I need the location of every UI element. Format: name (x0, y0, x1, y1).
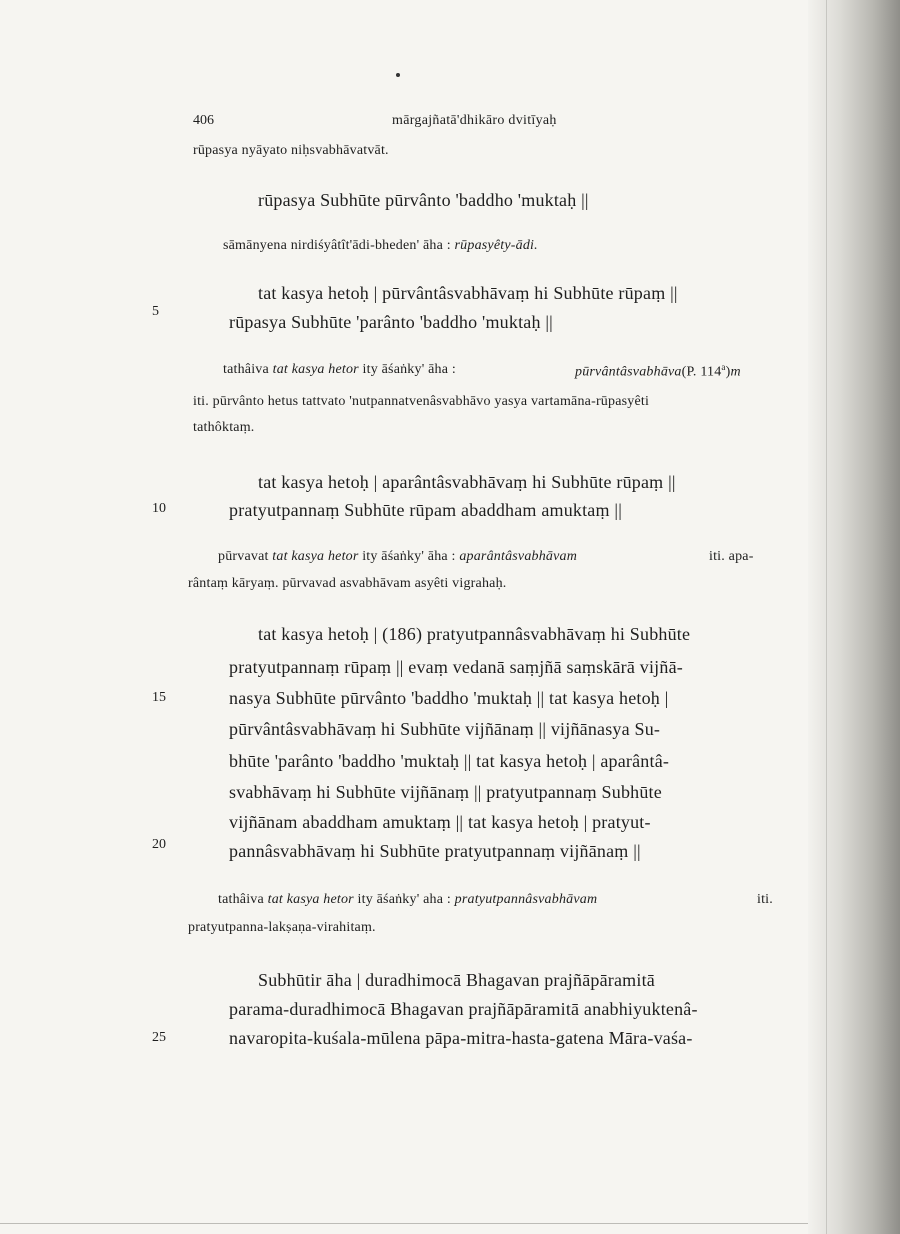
lemma: tat kasya hetor (272, 362, 359, 377)
commentary-line: rântaṃ kāryaṃ. pūrvavad asvabhāvam asyêti vigrahaḥ. (188, 576, 507, 591)
verse-line: vijñānam abaddham amuktaṃ || tat kasya hetoḥ | pratyut- (229, 812, 651, 832)
verse-line: nasya Subhūte pūrvânto 'baddho 'muktaḥ || tat kasya hetoḥ | (229, 688, 669, 708)
verse-line: Subhūtir āha | duradhimocā Bhagavan prajñāpāramitā (258, 970, 655, 990)
commentary-line: iti. apa- (709, 549, 754, 564)
line-number: 20 (152, 837, 166, 852)
commentary-line: pūrvavat tat kasya hetor ity āśaṅky' āha : aparântâsvabhāvam (218, 549, 578, 564)
page-number: 406 (193, 113, 214, 128)
book-gutter-shadow (808, 0, 900, 1234)
verse-line: tat kasya hetoḥ | (186) pratyutpannâsvabhāvaṃ hi Subhūte (258, 624, 691, 644)
verse-line: rūpasya Subhūte pūrvânto 'baddho 'muktaḥ || (258, 190, 589, 210)
lemma: aparântâsvabhāvam (459, 549, 578, 564)
print-speck (396, 73, 400, 77)
page-bottom-edge (0, 1223, 808, 1224)
line-number: 5 (152, 304, 159, 319)
verse-line: pratyutpannaṃ rūpaṃ || evaṃ vedanā saṃjñā saṃskārā vijñā- (229, 657, 683, 677)
lemma: pratyutpannâsvabhāvam (454, 892, 598, 907)
verse-line: tat kasya hetoḥ | pūrvântâsvabhāvaṃ hi Subhūte rūpaṃ || (258, 283, 678, 303)
verse-line: pratyutpannaṃ Subhūte rūpam abaddham amuktaṃ || (229, 500, 623, 520)
verse-line: pannâsvabhāvaṃ hi Subhūte pratyutpannaṃ vijñānaṃ || (229, 841, 641, 861)
line-number: 10 (152, 501, 166, 516)
commentary-line: pūrvântâsvabhāva(P. 114$^a$)m (575, 362, 741, 380)
commentary-line: iti. pūrvânto hetus tattvato 'nutpannatvenâsvabhāvo yasya vartamāna-rūpasyêti (193, 394, 650, 409)
verse-line: bhūte 'parânto 'baddho 'muktaḥ || tat kasya hetoḥ | aparântâ- (229, 751, 670, 771)
lemma: rūpasyêty-ādi. (454, 238, 538, 253)
verse-line: svabhāvaṃ hi Subhūte vijñānaṃ || pratyutpannaṃ Subhūte (229, 782, 662, 802)
commentary-line: sāmānyena nirdiśyâtît'ādi-bheden' āha : rūpasyêty-ādi. (223, 238, 538, 253)
commentary-line: pratyutpanna-lakṣaṇa-virahitaṃ. (188, 920, 376, 935)
verse-line: navaropita-kuśala-mūlena pāpa-mitra-hasta-gatena Māra-vaśa- (229, 1028, 693, 1048)
verse-line: rūpasya Subhūte 'parânto 'baddho 'muktaḥ || (229, 312, 553, 332)
line-number: 15 (152, 690, 166, 705)
commentary-line: rūpasya nyāyato niḥsvabhāvatvāt. (193, 143, 389, 158)
commentary-line: tathâiva tat kasya hetor ity āśaṅky' aha : pratyutpannâsvabhāvam (218, 892, 598, 907)
line-number: 25 (152, 1030, 166, 1045)
commentary-line: tathâiva tat kasya hetor ity āśaṅky' āha : (223, 362, 456, 377)
verse-line: pūrvântâsvabhāvaṃ hi Subhūte vijñānaṃ || vijñānasya Su- (229, 719, 661, 739)
running-title: mārgajñatā'dhikāro dvitīyaḥ (392, 113, 557, 128)
lemma: tat kasya hetor (267, 892, 354, 907)
verse-line: tat kasya hetoḥ | aparântâsvabhāvaṃ hi Subhūte rūpaṃ || (258, 472, 676, 492)
verse-line: parama-duradhimocā Bhagavan prajñāpāramitā anabhiyuktenâ- (229, 999, 698, 1019)
lemma: pūrvântâsvabhāva (575, 364, 682, 380)
commentary-line: iti. (757, 892, 773, 907)
lemma: tat kasya hetor (272, 549, 359, 564)
commentary-line: tathôktaṃ. (193, 420, 255, 435)
